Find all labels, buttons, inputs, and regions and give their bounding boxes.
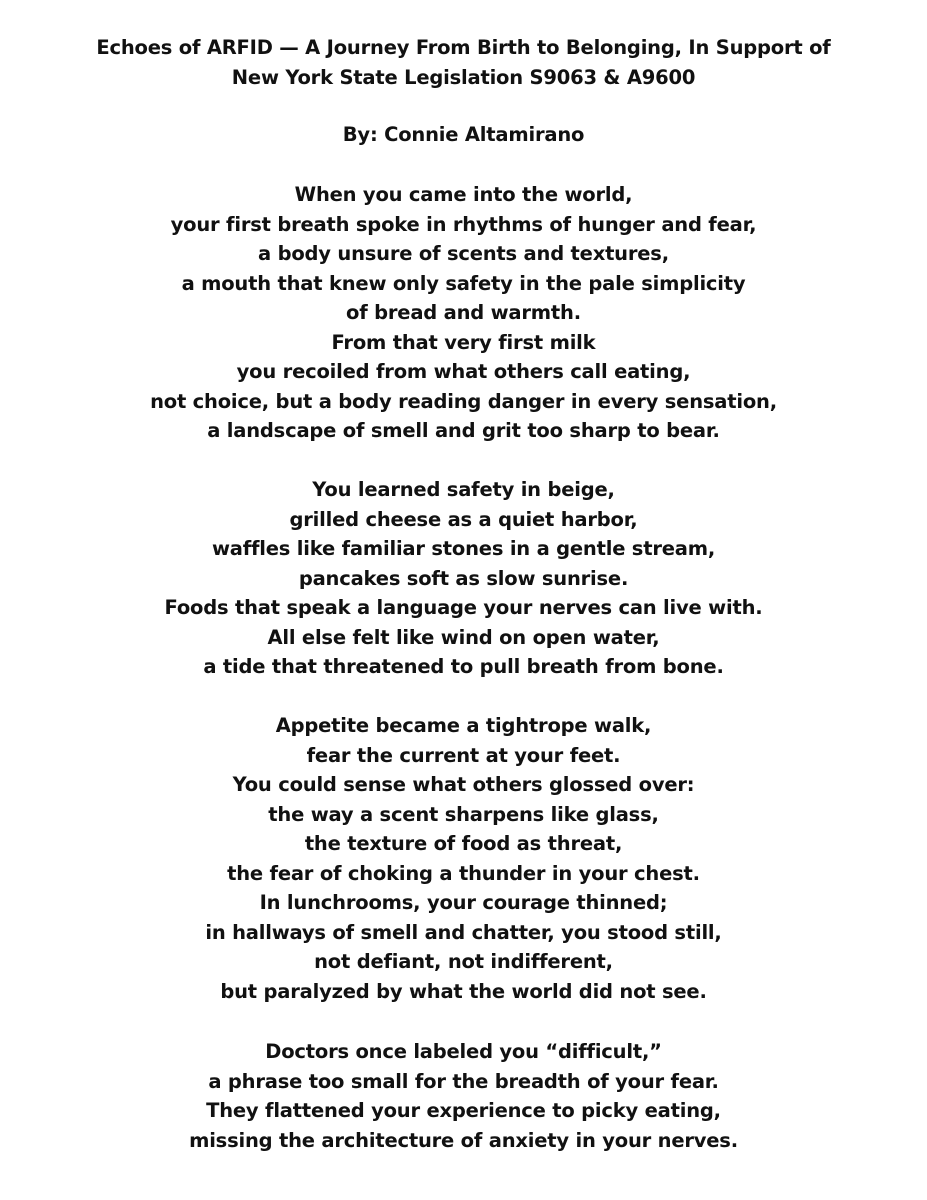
poem-stanza — [0, 180, 927, 446]
poem-line: but paralyzed by what the world did not see. — [220, 979, 707, 1003]
poem-line: not choice, but a body reading danger in every sensation, — [150, 389, 777, 413]
poem-line: your first breath spoke in rhythms of hunger and fear, — [170, 212, 757, 236]
poem-line: in hallways of smell and chatter, you stood still, — [205, 920, 722, 944]
poem-line: of bread and warmth. — [346, 301, 581, 324]
poem-line: All else felt like wind on open water, — [267, 625, 660, 649]
poem-line: a tide that threatened to pull breath from bone. — [203, 655, 724, 678]
poem-line: a landscape of smell and grit too sharp to bear. — [207, 419, 720, 442]
poem-line: not defiant, not indifferent, — [314, 950, 613, 973]
poem-line: the texture of food as threat, — [304, 832, 623, 855]
poem-line: Doctors once labeled you “difficult,” — [265, 1040, 662, 1063]
poem-line: a body unsure of scents and textures, — [258, 242, 669, 265]
poem-line: You could sense what others glossed over: — [232, 773, 695, 796]
author-byline: By: Connie Altamirano — [342, 123, 585, 146]
poem-line: a phrase too small for the breadth of your fear. — [208, 1069, 719, 1093]
poem-line: In lunchrooms, your courage thinned; — [259, 891, 668, 914]
poem-stanza — [0, 1037, 927, 1155]
poem-line: Foods that speak a language your nerves can live with. — [164, 596, 763, 619]
poem-line: grilled cheese as a quiet harbor, — [289, 507, 638, 531]
poem-line: When you came into the world, — [294, 183, 633, 206]
poem-line: waffles like familiar stones in a gentle stream, — [211, 537, 716, 560]
poem-line: the way a scent sharpens like glass, — [268, 802, 659, 826]
poem-line: the fear of choking a thunder in your chest. — [227, 861, 700, 885]
poem-line: fear the current at your feet. — [306, 743, 621, 767]
title-line: Echoes of ARFID — A Journey From Birth to Belonging, In Support of — [96, 36, 831, 59]
poem-line: pancakes soft as slow sunrise. — [298, 566, 629, 590]
title-line: New York State Legislation S9063 & A9600 — [231, 65, 696, 89]
poem-line: From that very first milk — [331, 330, 596, 354]
poem-stanza — [0, 711, 927, 1006]
poem-line: a mouth that knew only safety in the pale simplicity — [181, 271, 746, 295]
poem-line: missing the architecture of anxiety in your nerves. — [189, 1128, 738, 1152]
document-title — [0, 33, 927, 92]
poem-line: you recoiled from what others call eating, — [236, 360, 691, 383]
poem-stanza — [0, 475, 927, 682]
poem-line: You learned safety in beige, — [312, 478, 615, 501]
poem-line: Appetite became a tightrope walk, — [275, 714, 652, 737]
poem-line: They flattened your experience to picky eating, — [206, 1099, 721, 1122]
